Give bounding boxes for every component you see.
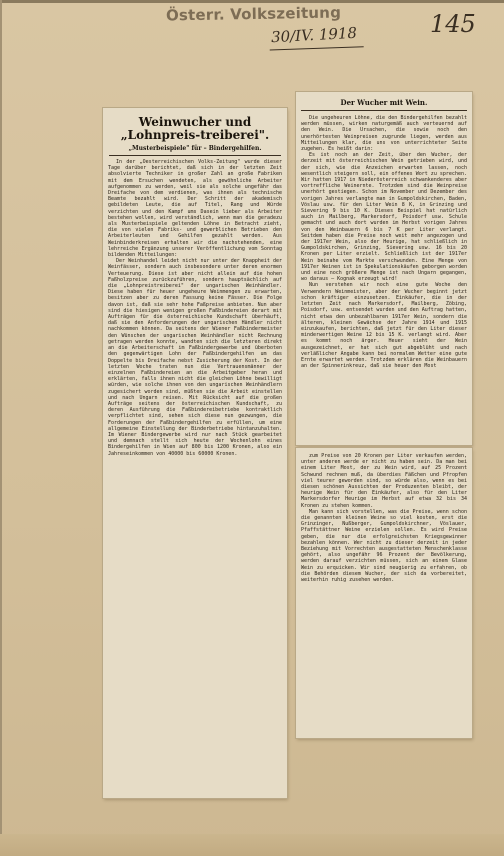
article-body-left xyxy=(103,159,287,457)
headline-divider xyxy=(109,155,281,156)
article-body-right xyxy=(296,115,472,369)
article-body-right-continued xyxy=(296,448,472,583)
page-left-edge xyxy=(0,0,2,856)
article-paragraph: zum Preise von 20 Kronen per Liter verkaufen werden, unter anderen werde er nicht zu haben sein. Da man bei einem Liter Most, der zu Wein wird, auf 25 Prozent Schwund rechnen muß, da überdies Fäßchen und Pfropfen viel teurer geworden sind, so würde also, wenn es bei diesen schönen Aussichten der Produzenten bleibt, der heurige Wein für den Einkäufer, also für den Liter Markersdorfer Heurige im Herbst auf etwa 32 bis 34 Kronen zu stehen kommen. xyxy=(301,453,467,509)
article-paragraph: Es ist noch an der Zeit, über den Wucher, der derzeit mit österreichischen Wein getrieben wird, und der sich, wie die Anzeichen erwarten lassen, noch wesentlich steigern soll, ein offenes Wort zu sprechen. Wir hatten 1917 in Niederösterreich schwankenderes aber vortreffliche Weinernte. Trotzdem sind die Weinpreise unerhört gestiegen. Schon im November und Dezember des vorigen Jahres verlangte man in Gumpoldskirchen, Baden, Vöslau usw. für den Liter Wein 8 K, in Grinzing und Sievering 9 bis 10 K. Dieses Beispiel hat natürlich auch in Mailberg, Markersdorf, Poisdorf usw. Schule gemacht und auch dort wurden im Herbst vorigen Jahres von den Weinbauern 6 bis 7 K per Liter verlangt. Seitdem haben die Preise noch weit mehr angezogen und der 1917er Wein, also der Heurige, hat schließlich in Gumpoldskirchen, Grinzing, Sievering usw. 16 bis 20 Kronen per Liter erzielt. Schließlich ist der 1917er Wein beinahe vom Markte verschwunden. Eine Menge von 1917er Weinen ist in Spekulationskäufen geborgen worden und eine noch größere Menge ist nach Ungarn gegangen, wo daraus – Kognak erzeugt wird! xyxy=(301,152,467,283)
clipping-bottom-fade xyxy=(296,714,472,738)
clipping-bottom-fade xyxy=(103,774,287,798)
article-paragraph: Die ungeheuren Löhne, die den Bindergehilfen bezahlt werden müssen, wirken naturgemäß auch verteuernd auf den Wein. Die Ursachen, die sowie noch den unerhörtesten Weinpreisen zugrunde liegen, werden aus Mitteilungen klar, die uns von unterrichteter Seite zugehen. Es heißt darin: xyxy=(301,115,467,153)
article-headline: Weinwucher und „Lohnpreis-treiberei". xyxy=(120,115,270,142)
page-top-edge xyxy=(0,0,504,3)
right-title-divider xyxy=(301,110,467,111)
handwritten-date: 30/IV. 1918 xyxy=(270,23,358,47)
clipping-left-column xyxy=(103,108,287,798)
clipping-right-column-bottom xyxy=(296,448,472,738)
article-paragraph: Der Weinhandel leidet nicht nur unter der Knappheit der Weinfässer, sondern auch insbesondere unter deren enormen Verteuerung. Diese ist aber nicht allein auf die hohen Faßholzpreise zurückzuführen, sondern hauptsächlich auf die „Lohnpreistreiberei" der ungarischen Weinhändler. Diese haben für heuer ungeheure Weinmengen zu erwarten, besitzen aber zu deren Fassung keine Fässer. Die Folge davon ist, daß sie sehr hohe Faßpreise anbieten. Nun aber sind die hiesigen wenigen großen Faßbindereien derart mit Aufträgen für die österreichische Kundschaft überhäuft, daß sie den Anforderungen der ungarischen Händler nicht nachkommen können. Da seitens der Wiener Faßbindermeister den Wünschen der ungarischen Weinhändler nicht Rechnung getragen werden konnte, wandten sich die letzteren direkt an die Arbeiterschaft im Faßbindergewerbe und überboten den gegenwärtigen Lohn der Faßbindergehilfen um das Doppelte bis Dreifache nebst Zusicherung der Kost. In der letzten Woche traten nun die Vertrauensmänner der einzelnen Faßbindereien an die Arbeitgeber heran und erklärten, falls ihnen nicht die gleichen Löhne bewilligt würden, wie solche ihnen von den ungarischen Weinhändlern zugesichert worden sind, müßten sie die Arbeit einstellen und nach Ungarn reisen. Mit Rücksicht auf die großen Aufträge seitens der österreichischen Kundschaft, zu deren Ausführung die Faßbindereibetriebe kontraktlich verpflichtet sind, sehen sich diese nun gezwungen, die Forderungen der Faßbindergehilfen zu erfüllen, um eine allgemeine Einstellung der Binderbetriebe hintanzuhalten. Im Wiener Bindergewerbe wird nur nach Stück gearbeitet und demnach stellt sich heute der Wochenlohn eines Bindergehilfen in Wien auf 800 bis 1200 Kronen, also ein Jahreseinkommen von 40000 bis 60000 Kronen. xyxy=(108,258,282,457)
article-subhead: „Musterbeispiele" für – Bindergehilfen. xyxy=(128,145,262,152)
article-right-title: Der Wucher mit Wein. xyxy=(340,98,428,107)
clipping-right-column-top xyxy=(296,92,472,445)
article-paragraph: Man kann sich vorstellen, was die Preise, wenn schon die genannten kleinen Weine so viel kosten, erst die Grinzinger, Nußberger, Gumpoldskirchner, Vöslauer, Pfaffstättner Weine erzielen sollen. Es wird Preise geben, die nur die erfolgreichsten Kriegsgewinner bezahlen können. Wer nicht zu dieser derzeit in jeder Beziehung mit Vorrechten ausgestatteten Menschenklasse gehört, also ungefähr 96 Prozent der Bevölkerung, werden darauf verzichten müssen, sich an einem Glase Wein zu erquicken. Wir sind neugierig zu erfahren, ob die Behörden diesem Wucher, der sich da vorbereitet, weiterhin ruhig zusehen werden. xyxy=(301,508,467,584)
clipping-bottom-fade xyxy=(296,421,472,445)
newspaper-stamp: Österr. Volkszeitung xyxy=(165,3,342,25)
article-paragraph: Nun verstehen wir noch eine gute Woche den Verwendern Weinmeister, aber der Wucher beginnt jetzt schon kräftiger einzusetzen. Einkäufer, die in der letzten Zeit nach Markersdorf, Mailberg, Zöbing, Poisdorf, usw. entsendet wurden und den Auftrag hatten, nicht etwa den unbezahlbaren 1917er Wein, sondern die älteren, kleinen Gewächse der Jahre 1914 und 1915 einzukaufen, berichten, daß jetzt für den Liter dieser minderwertigen Weine 12 bis 15 K. verlangt wird. Aber es kommt noch ärger. Heuer sieht der Wein ausgezeichnet, er hat sich gut abgeblüht und nach verläßlicher Angabe kann bei normalem Wetter eine gute Ernte erwartet werden. Trotzdem erklären die Weinbauern an der Spinnerinkreuz, daß sie heuer den Most xyxy=(301,282,467,370)
page-bottom-strip xyxy=(0,834,504,856)
article-paragraph: In der „Oesterreichischen Volks-Zeitung" wurde dieser Tage darüber berichtet, daß sich in der letzten Zeit absolvierte Techniker in großer Zahl an große Fabriken mit dem Ersuchen wendeten, als gewöhnliche Arbeiter aufgenommen zu werden, weil sie als solche ungefähr das Dreifache von dem verdienen, was ihnen als technische Beamte bezahlt wird. Der Schritt der akademisch gebildeten Leute, die auf Titel, Rang und Würde verzichten und den Kampf ums Dasein lieber als Arbeiter bestehen wollen, wird verständlich, wenn man die geradezu als Musterbeispiele geltenden Löhne in Betracht zieht, die von vielen Fabriks- und gewerblichen Betrieben den Arbeiterleuten und Gehilfen gezahlt werden. Aus Weinbinderkreisen erhalten wir die nachstehenden, eine lehrreiche Ergänzung unserer Veröffentlichung vom Sonntag bildenden Mitteilungen: xyxy=(108,159,282,259)
page-number: 145 xyxy=(430,10,476,38)
